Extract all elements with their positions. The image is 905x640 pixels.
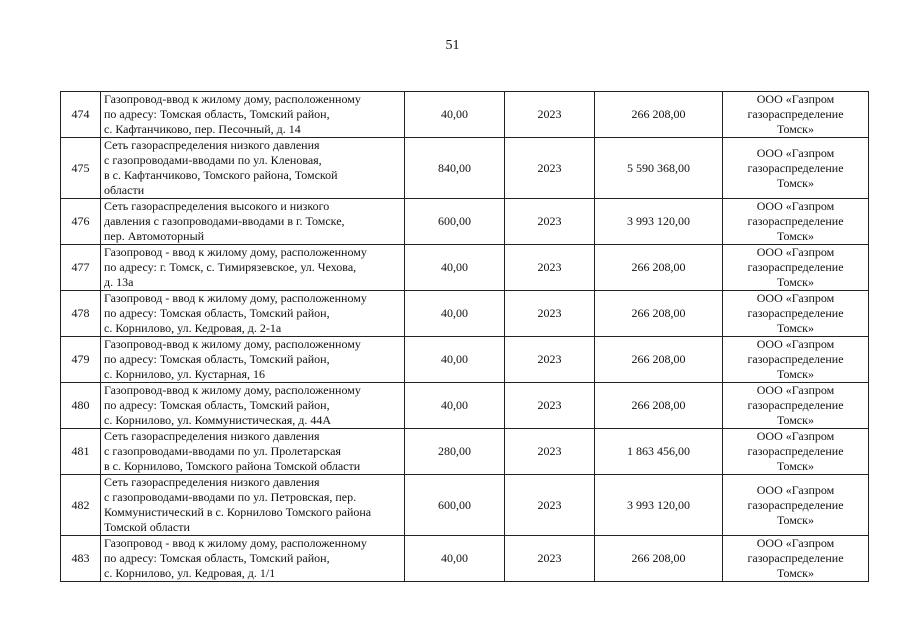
object-length: 40,00: [405, 383, 505, 429]
object-year: 2023: [505, 92, 595, 138]
object-description: Газопровод - ввод к жилому дому, расположенному по адресу: г. Томск, с. Тимирязевское, ул. Чехова, д. 13а: [101, 245, 405, 291]
table-row: [61, 337, 869, 383]
object-cost: 1 863 456,00: [595, 429, 723, 475]
object-organization: ООО «Газпром газораспределение Томск»: [723, 383, 869, 429]
object-length: 840,00: [405, 138, 505, 199]
object-length: 40,00: [405, 245, 505, 291]
object-length: 600,00: [405, 475, 505, 536]
object-year: 2023: [505, 475, 595, 536]
row-number: 475: [61, 138, 101, 199]
row-number: 474: [61, 92, 101, 138]
row-number: 481: [61, 429, 101, 475]
object-organization: ООО «Газпром газораспределение Томск»: [723, 536, 869, 582]
object-cost: 266 208,00: [595, 383, 723, 429]
table-row: [61, 138, 869, 199]
object-organization: ООО «Газпром газораспределение Томск»: [723, 429, 869, 475]
row-number: 482: [61, 475, 101, 536]
object-year: 2023: [505, 337, 595, 383]
object-cost: 5 590 368,00: [595, 138, 723, 199]
table-row: [61, 291, 869, 337]
row-number: 477: [61, 245, 101, 291]
object-cost: 266 208,00: [595, 291, 723, 337]
object-length: 600,00: [405, 199, 505, 245]
object-description: Газопровод-ввод к жилому дому, расположенному по адресу: Томская область, Томский район, с. Корнилово, ул. Кустарная, 16: [101, 337, 405, 383]
object-cost: 3 993 120,00: [595, 199, 723, 245]
pipeline-registry-table: [60, 91, 869, 582]
object-description: Газопровод - ввод к жилому дому, расположенному по адресу: Томская область, Томский район, с. Корнилово, ул. Кедровая, д. 1/1: [101, 536, 405, 582]
object-year: 2023: [505, 291, 595, 337]
table-row: [61, 245, 869, 291]
object-cost: 3 993 120,00: [595, 475, 723, 536]
object-organization: ООО «Газпром газораспределение Томск»: [723, 245, 869, 291]
table-row: [61, 475, 869, 536]
object-year: 2023: [505, 383, 595, 429]
table-row: [61, 383, 869, 429]
row-number: 478: [61, 291, 101, 337]
object-description: Сеть газораспределения низкого давления с газопроводами-вводами по ул. Петровская, пер. Коммунистический в с. Корнилово Томского района Томской области: [101, 475, 405, 536]
object-description: Газопровод - ввод к жилому дому, расположенному по адресу: Томская область, Томский район, с. Корнилово, ул. Кедровая, д. 2-1а: [101, 291, 405, 337]
object-cost: 266 208,00: [595, 245, 723, 291]
object-length: 280,00: [405, 429, 505, 475]
row-number: 476: [61, 199, 101, 245]
row-number: 483: [61, 536, 101, 582]
object-cost: 266 208,00: [595, 92, 723, 138]
object-description: Сеть газораспределения высокого и низкого давления с газопроводами-вводами в г. Томске, пер. Автомоторный: [101, 199, 405, 245]
row-number: 479: [61, 337, 101, 383]
object-length: 40,00: [405, 337, 505, 383]
object-description: Сеть газораспределения низкого давления с газопроводами-вводами по ул. Пролетарская в с. Корнилово, Томского района Томской области: [101, 429, 405, 475]
object-cost: 266 208,00: [595, 337, 723, 383]
object-organization: ООО «Газпром газораспределение Томск»: [723, 291, 869, 337]
table-row: [61, 92, 869, 138]
object-cost: 266 208,00: [595, 536, 723, 582]
object-organization: ООО «Газпром газораспределение Томск»: [723, 92, 869, 138]
object-organization: ООО «Газпром газораспределение Томск»: [723, 138, 869, 199]
table-row: [61, 199, 869, 245]
object-organization: ООО «Газпром газораспределение Томск»: [723, 199, 869, 245]
object-description: Сеть газораспределения низкого давления с газопроводами-вводами по ул. Кленовая, в с. Кафтанчиково, Томского района, Томской области: [101, 138, 405, 199]
object-year: 2023: [505, 138, 595, 199]
object-length: 40,00: [405, 536, 505, 582]
page-number: 51: [445, 38, 460, 53]
table-row: [61, 429, 869, 475]
object-organization: ООО «Газпром газораспределение Томск»: [723, 475, 869, 536]
table-row: [61, 536, 869, 582]
object-description: Газопровод-ввод к жилому дому, расположенному по адресу: Томская область, Томский район, с. Корнилово, ул. Коммунистическая, д. 44А: [101, 383, 405, 429]
object-year: 2023: [505, 429, 595, 475]
object-year: 2023: [505, 536, 595, 582]
object-description: Газопровод-ввод к жилому дому, расположенному по адресу: Томская область, Томский район, с. Кафтанчиково, пер. Песочный, д. 14: [101, 92, 405, 138]
object-organization: ООО «Газпром газораспределение Томск»: [723, 337, 869, 383]
object-year: 2023: [505, 199, 595, 245]
object-length: 40,00: [405, 92, 505, 138]
row-number: 480: [61, 383, 101, 429]
object-year: 2023: [505, 245, 595, 291]
object-length: 40,00: [405, 291, 505, 337]
